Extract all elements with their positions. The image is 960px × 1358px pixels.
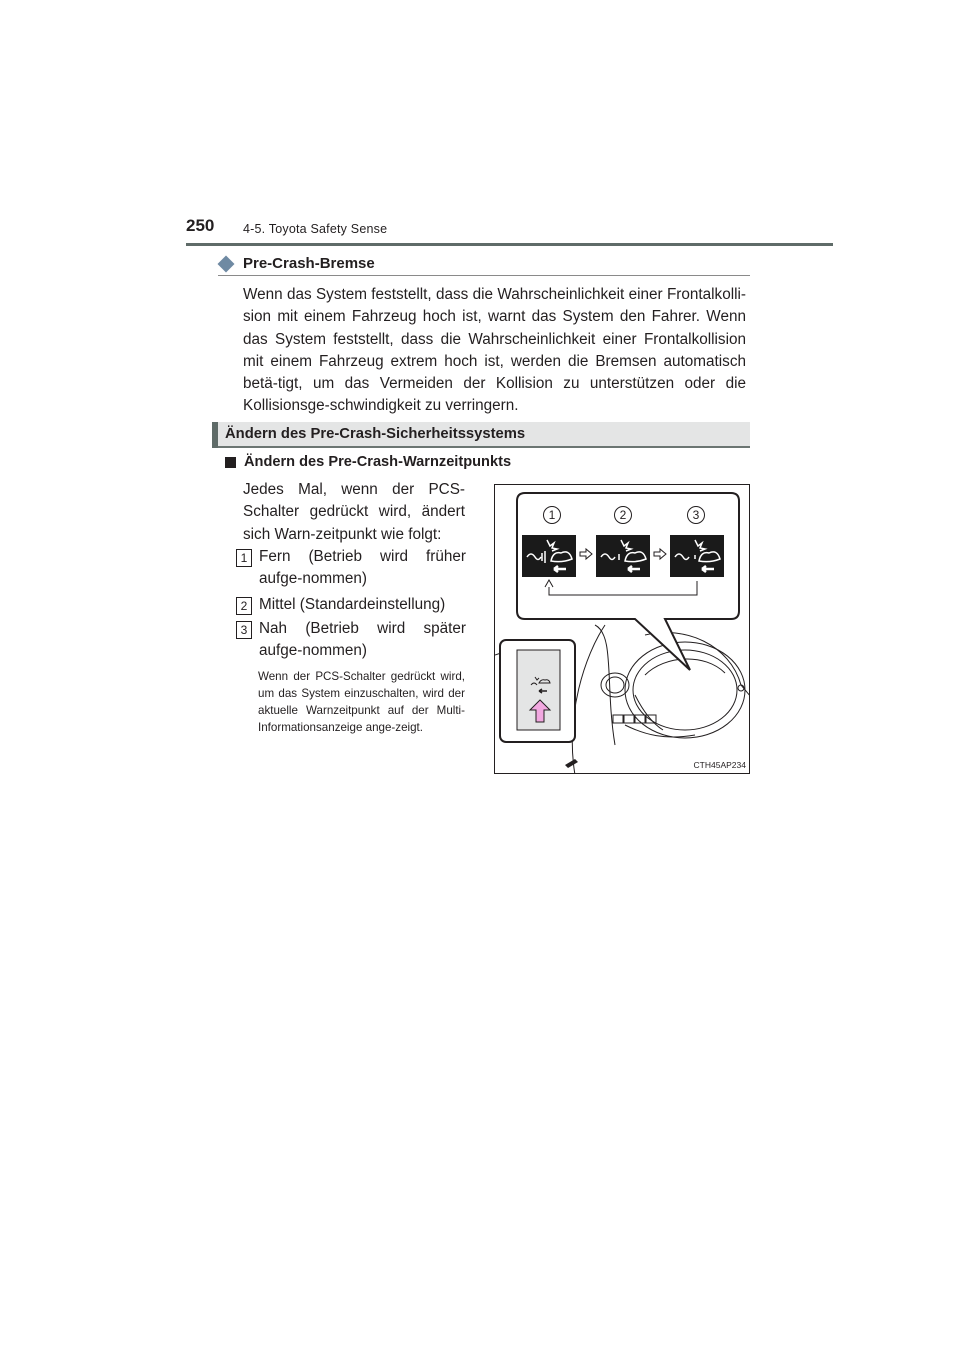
diamond-bullet-icon [218,255,235,272]
topic-intro: Jedes Mal, wenn der PCS-Schalter gedrückt wird, ändert sich Warn-zeitpunkt wie folgt: [243,481,465,543]
item-number: 1 [236,549,252,567]
header-divider [186,243,833,246]
page-number: 250 [186,216,215,235]
illustration-svg [495,485,750,774]
figure-label: 2 [619,508,627,522]
list-item [236,594,466,616]
item-number: 2 [236,597,252,615]
chapter-header: 4-5. Toyota Safety Sense [243,222,388,236]
note-text: Wenn der PCS-Schalter gedrückt wird, um das System einzuschalten, wird der aktuelle Warnzeitpunkt auf der Multi-Informationsanzeige ange-zeigt. [258,670,465,734]
pcs-switch-illustration [494,484,750,774]
section-heading-bar [212,422,218,448]
section-heading [212,422,750,448]
topic-heading [225,454,511,470]
figure-code: CTH45AP234 [693,760,746,770]
topic-title: Ändern des Pre-Crash-Warnzeitpunkts [244,454,512,470]
figure-label: 1 [548,508,556,522]
subsection-title: Pre-Crash-Bremse [243,255,375,272]
subsection-divider [218,275,750,276]
item-text: Mittel (Standardeinstellung) [259,596,446,613]
item-text: Nah (Betrieb wird später aufge-nommen) [259,620,466,660]
list-item [236,546,466,591]
figure-label: 3 [692,508,700,522]
subsection-heading [218,255,375,272]
square-bullet-icon [225,457,236,468]
intro-paragraph: Wenn das System feststellt, dass die Wahrscheinlichkeit einer Frontalkolli-sion mit einem Fahrzeug hoch ist, warnt das System den Fahrer. Wenn das System feststellt, dass die Wahrscheinlichkeit einer Frontalkollision mit einem Fahrzeug extrem hoch ist, werden die Bremsen automatisch betä-tigt, um das Vermeiden der Kollision zu unterstützen oder die Kollisionsge-schwindigkeit zu verringern. [243,286,746,415]
item-number: 3 [236,621,252,639]
item-text: Fern (Betrieb wird früher aufge-nommen) [259,548,466,588]
list-item [236,618,466,663]
section-title: Ändern des Pre-Crash-Sicherheitssystems [225,426,526,442]
